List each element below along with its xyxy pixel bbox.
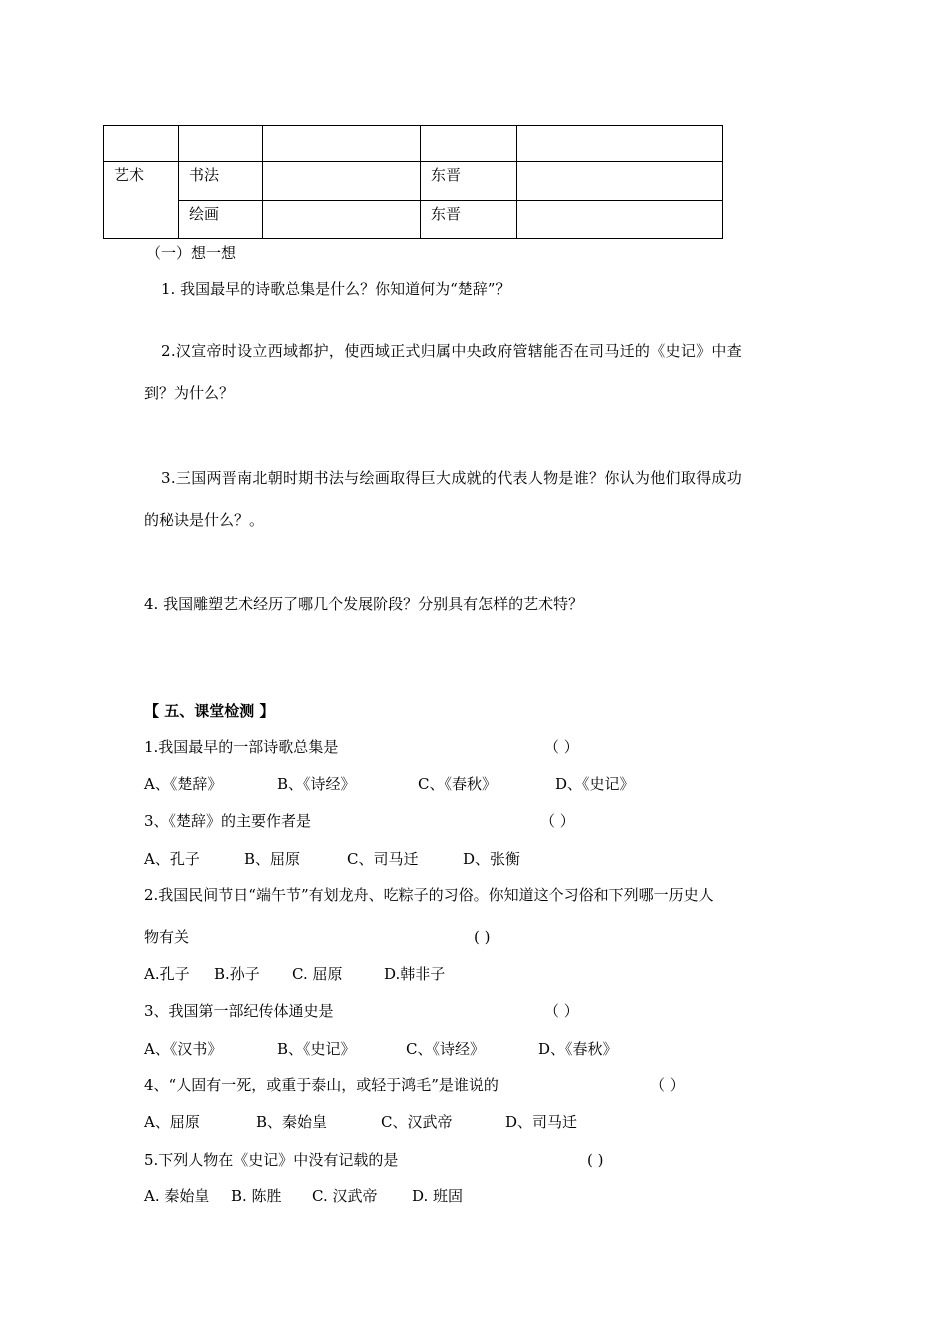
option: B.孙子 bbox=[214, 965, 260, 983]
test-question-5: 4、“人固有一死，或重于泰山，或轻于鸿毛”是谁说的 bbox=[144, 1076, 499, 1094]
table-row bbox=[104, 126, 723, 162]
option: D、司马迁 bbox=[505, 1113, 578, 1131]
table-row bbox=[104, 162, 723, 201]
history-table bbox=[103, 125, 723, 239]
option: D、《史记》 bbox=[555, 775, 635, 793]
option: B. 陈胜 bbox=[231, 1187, 282, 1205]
option: C、《春秋》 bbox=[418, 775, 497, 793]
answer-blank: （ ） bbox=[540, 812, 575, 830]
option: A. 秦始皇 bbox=[144, 1187, 210, 1205]
test-question-3-line-2: 物有关 bbox=[144, 928, 190, 946]
option: B、屈原 bbox=[244, 850, 301, 868]
table-cell bbox=[263, 201, 421, 239]
table-cell bbox=[179, 126, 263, 162]
table-cell bbox=[263, 126, 421, 162]
table-cell: 东晋 bbox=[421, 201, 517, 239]
test-question-1: 1.我国最早的一部诗歌总集是 bbox=[144, 738, 339, 756]
option: D.韩非子 bbox=[384, 965, 446, 983]
option: B、《史记》 bbox=[277, 1040, 356, 1058]
answer-blank: （ ） bbox=[544, 1002, 579, 1020]
test-question-2: 3、《楚辞》的主要作者是 bbox=[144, 812, 312, 830]
answer-blank: ( ) bbox=[587, 1151, 604, 1169]
table-cell bbox=[517, 126, 723, 162]
option: D、张衡 bbox=[463, 850, 521, 868]
test-heading: 【 五、课堂检测 】 bbox=[144, 702, 275, 720]
options-row bbox=[144, 964, 744, 984]
table-cell bbox=[517, 201, 723, 239]
table-cell bbox=[517, 162, 723, 201]
test-question-3: 2.我国民间节日“端午节”有划龙舟、吃粽子的习俗。你知道这个习俗和下列哪一历史人 bbox=[144, 886, 714, 904]
option: C、汉武帝 bbox=[381, 1113, 453, 1131]
table-cell bbox=[104, 126, 179, 162]
table-cell: 东晋 bbox=[421, 162, 517, 201]
options-row bbox=[144, 1112, 744, 1132]
table-row bbox=[104, 201, 723, 239]
test-question-6: 5.下列人物在《史记》中没有记载的是 bbox=[144, 1151, 399, 1169]
option: C. 汉武帝 bbox=[312, 1187, 378, 1205]
option: C、《诗经》 bbox=[406, 1040, 485, 1058]
table-cell: 绘画 bbox=[179, 201, 263, 239]
option: D. 班固 bbox=[412, 1187, 464, 1205]
option: A、《楚辞》 bbox=[144, 775, 223, 793]
think-question-1: 1. 我国最早的诗歌总集是什么？你知道何为“楚辞”？ bbox=[161, 280, 511, 298]
options-row bbox=[144, 1186, 744, 1206]
think-question-3-line-2: 的秘诀是什么？。 bbox=[144, 511, 265, 529]
option: A、屈原 bbox=[144, 1113, 200, 1131]
think-heading: （一）想一想 bbox=[146, 244, 237, 262]
think-question-2-line-1: 2.汉宣帝时设立西域都护，使西域正式归属中央政府管辖能否在司马迁的《史记》中查 bbox=[161, 342, 743, 360]
option: B、秦始皇 bbox=[256, 1113, 328, 1131]
options-row bbox=[144, 774, 744, 794]
answer-blank: ( ) bbox=[474, 928, 491, 946]
option: A、《汉书》 bbox=[144, 1040, 223, 1058]
table-cell-category: 艺术 bbox=[104, 162, 179, 239]
option: C、司马迁 bbox=[347, 850, 419, 868]
table-cell: 书法 bbox=[179, 162, 263, 201]
option: D、《春秋》 bbox=[538, 1040, 618, 1058]
option: C. 屈原 bbox=[292, 965, 343, 983]
option: A.孔子 bbox=[144, 965, 190, 983]
think-question-3-line-1: 3.三国两晋南北朝时期书法与绘画取得巨大成就的代表人物是谁？你认为他们取得成功 bbox=[161, 469, 743, 487]
table-cell bbox=[263, 162, 421, 201]
test-question-4: 3、我国第一部纪传体通史是 bbox=[144, 1002, 334, 1020]
think-question-2-line-2: 到？为什么？ bbox=[144, 384, 235, 402]
think-question-4: 4. 我国雕塑艺术经历了哪几个发展阶段？分别具有怎样的艺术特？ bbox=[144, 595, 584, 613]
table-cell bbox=[421, 126, 517, 162]
answer-blank: （ ） bbox=[544, 738, 579, 756]
options-row bbox=[144, 849, 744, 869]
option: B、《诗经》 bbox=[277, 775, 356, 793]
answer-blank: （ ） bbox=[650, 1076, 685, 1094]
options-row bbox=[144, 1039, 744, 1059]
option: A、孔子 bbox=[144, 850, 200, 868]
